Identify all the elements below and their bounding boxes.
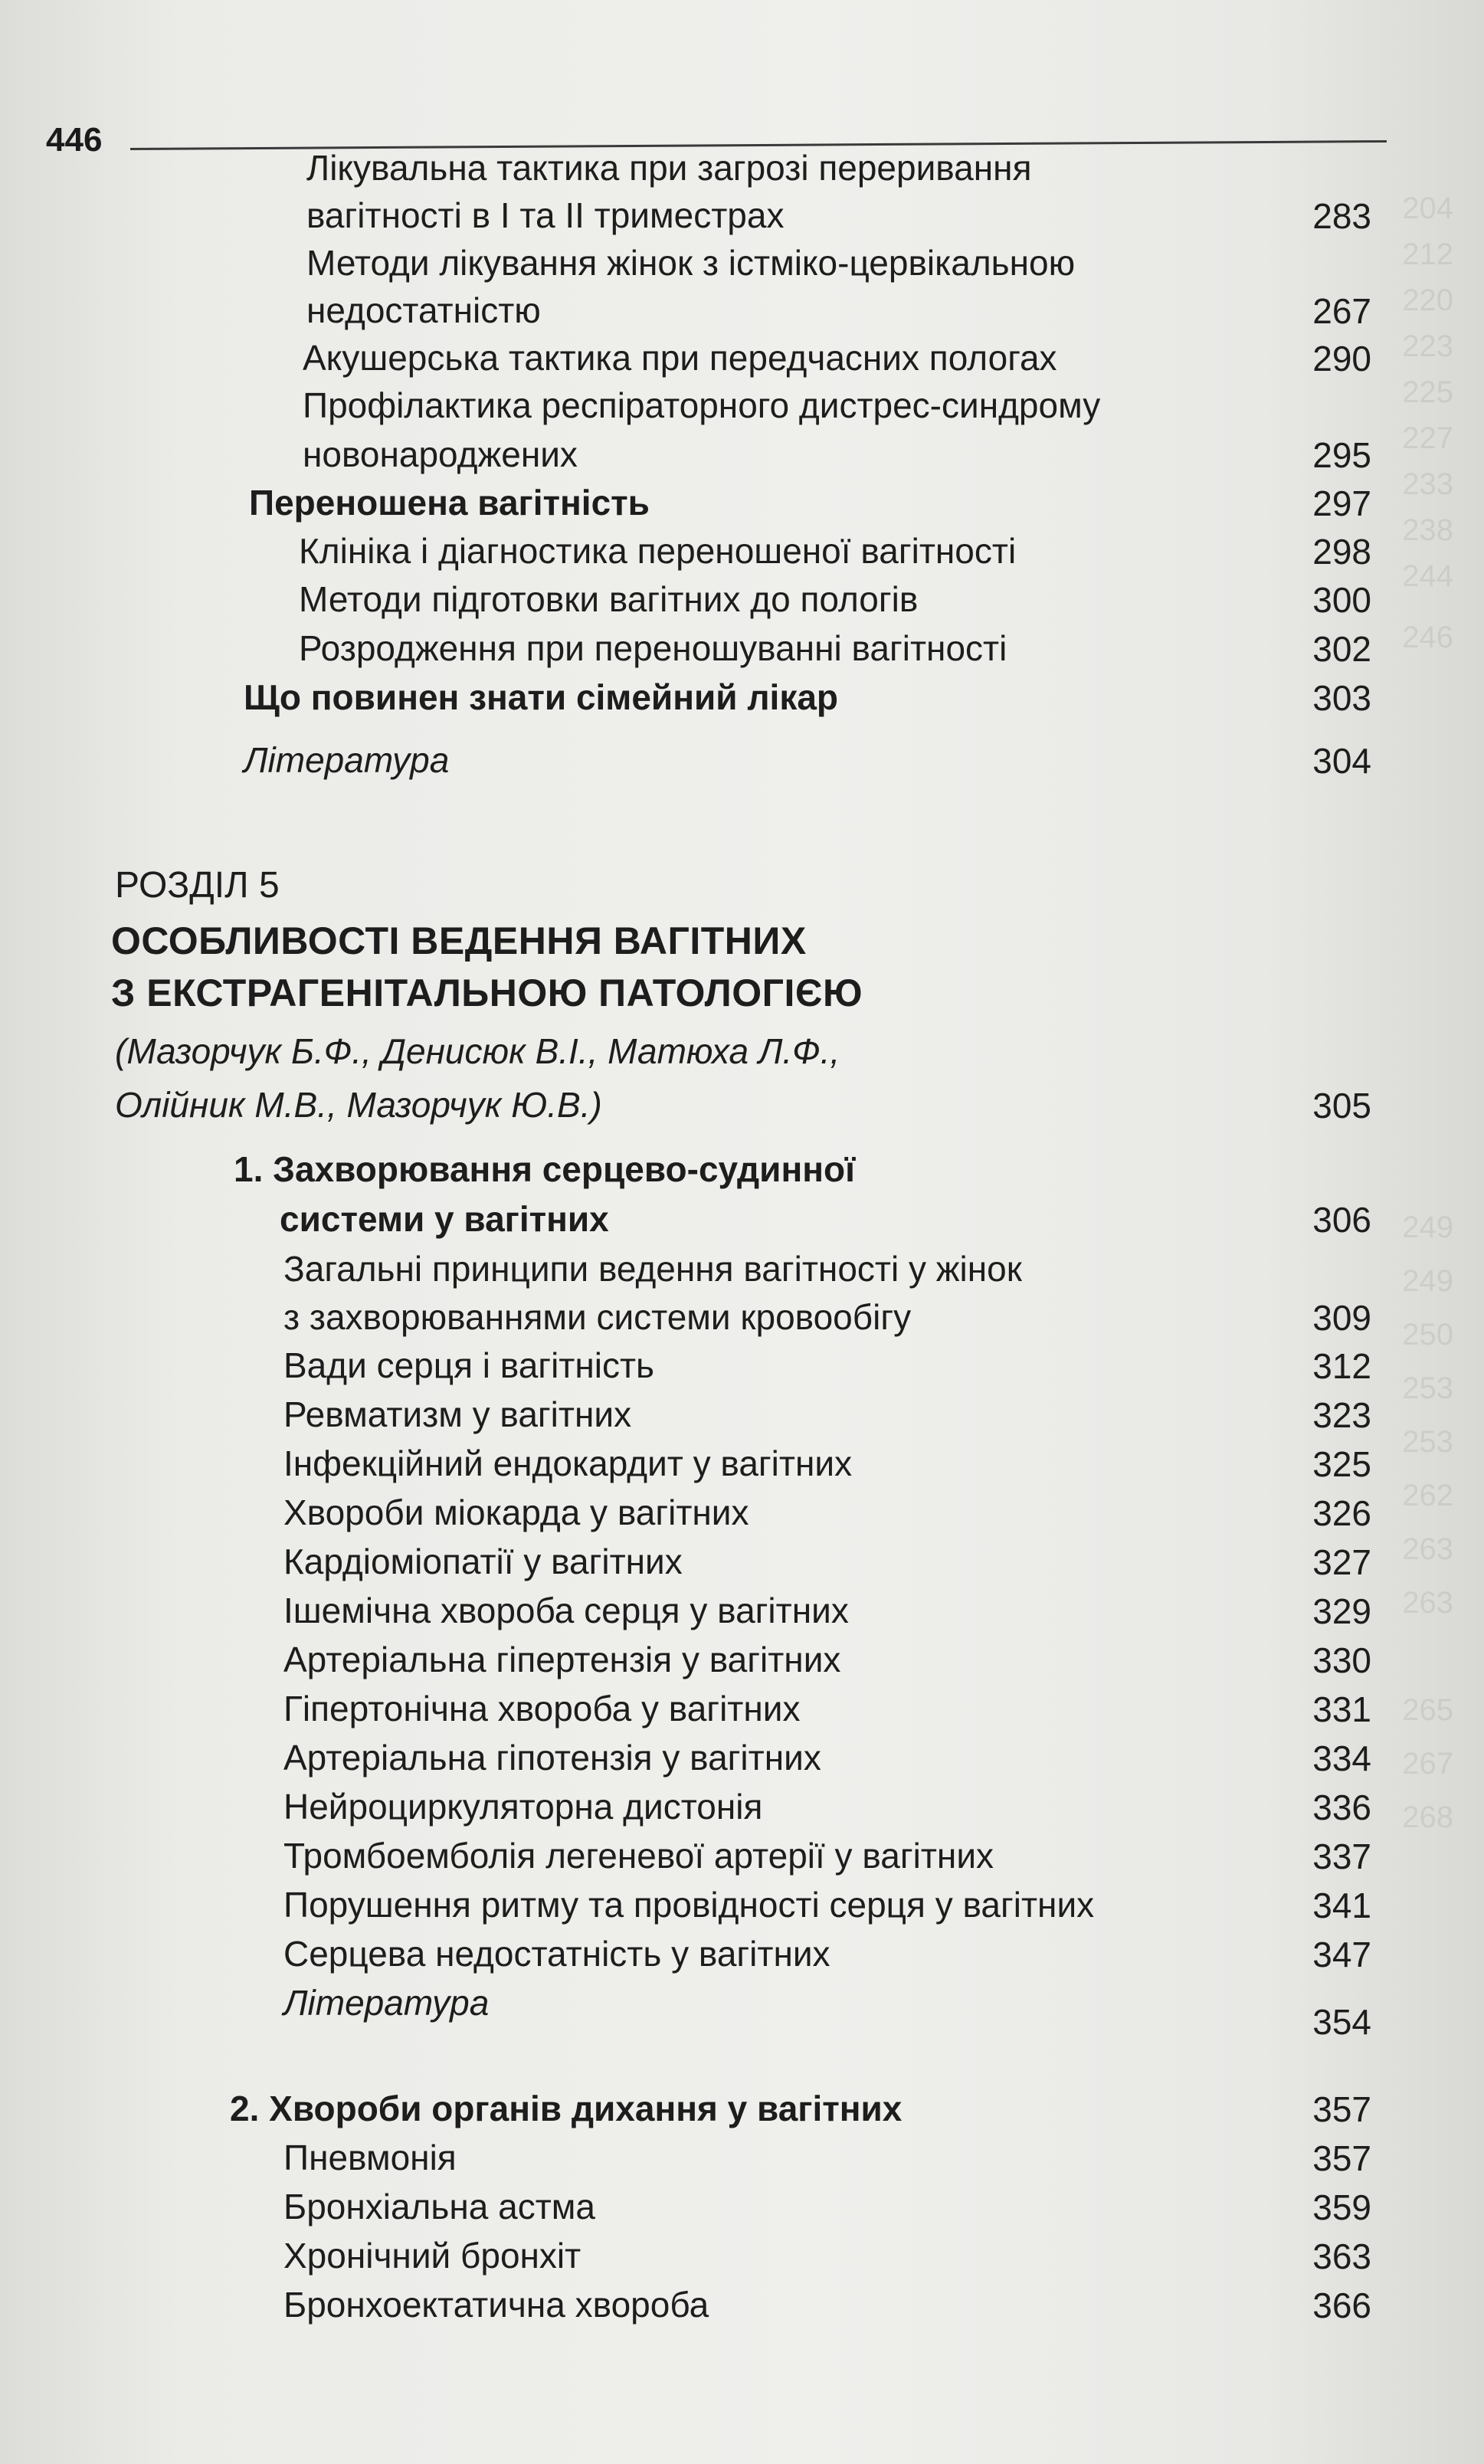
section1-title-line2: системи у вагітних	[280, 1199, 609, 1239]
toc-entry-delivery: Розродження при переношуванні вагітності	[299, 628, 1007, 668]
toc-literature-1: Література	[244, 740, 450, 780]
toc-page-literature-1: 304	[1312, 741, 1371, 781]
toc-entry-bronchiectasis: Бронхоектатична хвороба	[283, 2285, 709, 2325]
toc-entry-hypertension: Артеріальна гіпертензія у вагітних	[283, 1640, 841, 1679]
toc-page-preterm: 290	[1312, 339, 1371, 378]
toc-entry-preterm: Акушерська тактика при передчасних пологах	[303, 338, 1057, 378]
toc-page-delivery: 302	[1312, 629, 1371, 669]
toc-page-ischemic: 329	[1312, 1591, 1371, 1631]
toc-entry-rds-line1: Профілактика респіраторного дистрес-синдрому	[303, 385, 1101, 425]
section2-title: 2. Хвороби органів дихання у вагітних	[230, 2089, 903, 2128]
toc-page-section2: 357	[1312, 2089, 1371, 2129]
toc-page-section1: 306	[1312, 1200, 1371, 1240]
toc-page-threat: 283	[1312, 196, 1371, 236]
toc-page-birth-prep: 300	[1312, 580, 1371, 620]
toc-entry-birth-prep: Методи підготовки вагітних до пологів	[299, 579, 919, 619]
toc-page-rheumatism: 323	[1312, 1395, 1371, 1435]
toc-entry-threat-line2: вагітності в І та ІІ триместрах	[306, 195, 785, 235]
chapter-label: РОЗДІЛ 5	[115, 865, 280, 906]
toc-page-embolism: 337	[1312, 1837, 1371, 1876]
toc-entry-hypotension: Артеріальна гіпотензія у вагітних	[283, 1738, 821, 1778]
toc-entry-ischemic: Ішемічна хвороба серця у вагітних	[283, 1591, 849, 1630]
toc-entry-embolism: Тромбоемболія легеневої артерії у вагітних	[283, 1836, 994, 1876]
toc-entry-bronchitis: Хронічний бронхіт	[283, 2236, 581, 2276]
section1-title-line1: 1. Захворювання серцево-судинної	[234, 1149, 856, 1189]
toc-entry-post-term-clinic: Клініка і діагностика переношеної вагітності	[299, 531, 1017, 571]
toc-entry-dystonia: Нейроциркуляторна дистонія	[283, 1787, 763, 1827]
toc-page-heart-defects: 312	[1312, 1346, 1371, 1386]
toc-page-rds: 295	[1312, 435, 1371, 475]
toc-heading-family-doctor: Що повинен знати сімейний лікар	[244, 677, 839, 717]
toc-page-hypotension: 334	[1312, 1738, 1371, 1778]
toc-page-hypertonic: 331	[1312, 1689, 1371, 1729]
toc-page-post-term-clinic: 298	[1312, 532, 1371, 572]
toc-entry-cv-principles-line2: з захворюваннями системи кровообігу	[283, 1297, 912, 1337]
toc-entry-hypertonic: Гіпертонічна хвороба у вагітних	[283, 1689, 801, 1728]
toc-page-chapter5: 305	[1312, 1086, 1371, 1126]
toc-entry-arrhythmia: Порушення ритму та провідності серця у вагітних	[283, 1885, 1095, 1925]
chapter-title-line1: ОСОБЛИВОСТІ ВЕДЕННЯ ВАГІТНИХ	[111, 919, 807, 962]
toc-page-endocarditis: 325	[1312, 1444, 1371, 1484]
toc-heading-post-term: Переношена вагітність	[249, 483, 650, 523]
toc-entry-rheumatism: Ревматизм у вагітних	[283, 1394, 632, 1434]
toc-entry-rds-line2: новонароджених	[303, 434, 578, 474]
toc-literature-2: Література	[283, 1983, 490, 2023]
toc-page-post-term: 297	[1312, 483, 1371, 523]
toc-entry-endocarditis: Інфекційний ендокардит у вагітних	[283, 1443, 853, 1483]
page-number: 446	[46, 121, 103, 159]
toc-page-hypertension: 330	[1312, 1640, 1371, 1680]
toc-page-cervical: 267	[1312, 291, 1371, 331]
toc-page-bronchiectasis: 366	[1312, 2285, 1371, 2325]
toc-page-bronchitis: 363	[1312, 2236, 1371, 2276]
bleed-through: 204 212 220 223 225 227 233 238 244 246 249 249 250 253 253 262 263 263 265 267 268	[1402, 192, 1453, 1834]
toc-entry-myocardium: Хвороби міокарда у вагітних	[283, 1492, 749, 1532]
toc-page-family-doctor: 303	[1312, 678, 1371, 718]
toc-page-arrhythmia: 341	[1312, 1886, 1371, 1925]
toc-page-dystonia: 336	[1312, 1787, 1371, 1827]
toc-entry-cervical-line2: недостатністю	[306, 290, 541, 330]
chapter-authors-line1: (Мазорчук Б.Ф., Денисюк В.І., Матюха Л.Ф.,	[115, 1031, 840, 1071]
toc-entry-cervical-line1: Методи лікування жінок з істміко-цервікальною	[306, 243, 1076, 283]
toc-page-cv-principles: 309	[1312, 1298, 1371, 1338]
toc-page-literature-2: 354	[1312, 2002, 1371, 2042]
toc-page-pneumonia: 357	[1312, 2138, 1371, 2178]
toc-entry-asthma: Бронхіальна астма	[283, 2187, 595, 2226]
chapter-title-line2: З ЕКСТРАГЕНІТАЛЬНОЮ ПАТОЛОГІЄЮ	[111, 972, 863, 1014]
toc-entry-threat-line1: Лікувальна тактика при загрозі переривання	[306, 148, 1032, 188]
chapter-authors-line2: Олійник М.В., Мазорчук Ю.В.)	[115, 1085, 602, 1125]
toc-entry-heart-failure: Серцева недостатність у вагітних	[283, 1934, 830, 1974]
toc-page-heart-failure: 347	[1312, 1935, 1371, 1974]
toc-page-cardiomyopathy: 327	[1312, 1542, 1371, 1582]
toc-page-asthma: 359	[1312, 2187, 1371, 2227]
toc-entry-cv-principles-line1: Загальні принципи ведення вагітності у жінок	[283, 1249, 1022, 1289]
toc-page-myocardium: 326	[1312, 1493, 1371, 1533]
toc-entry-cardiomyopathy: Кардіоміопатії у вагітних	[283, 1542, 683, 1581]
toc-entry-pneumonia: Пневмонія	[283, 2138, 457, 2177]
toc-entry-heart-defects: Вади серця і вагітність	[283, 1345, 655, 1385]
